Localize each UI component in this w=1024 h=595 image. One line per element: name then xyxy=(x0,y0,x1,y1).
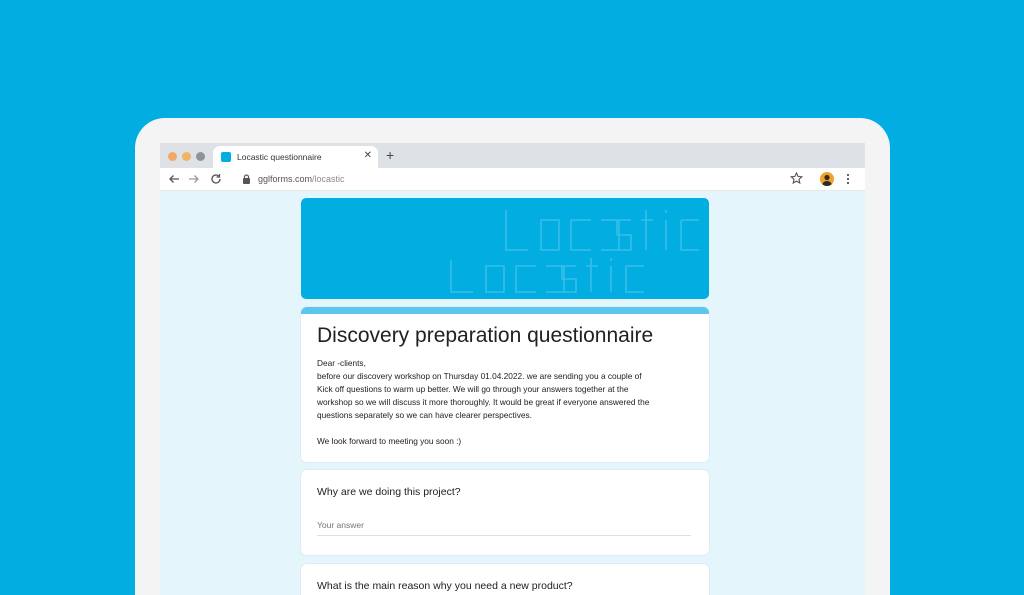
reload-icon[interactable] xyxy=(210,173,222,185)
form-title: Discovery preparation questionnaire xyxy=(317,324,654,347)
lock-icon xyxy=(242,174,251,184)
paragraph-gap xyxy=(317,422,695,435)
form-description xyxy=(317,357,695,448)
description-line: questions separately so we can have clearer perspectives. xyxy=(317,410,532,420)
close-window-button[interactable] xyxy=(168,152,177,161)
form-header-banner xyxy=(301,198,709,299)
back-arrow-icon[interactable] xyxy=(168,173,180,185)
close-tab-icon[interactable]: ✕ xyxy=(363,150,372,161)
description-line: workshop so we will discuss it more thoroughly. It would be great if everyone answered the xyxy=(317,397,650,407)
question-title: Why are we doing this project? xyxy=(317,486,461,498)
description-line: Kick off questions to warm up better. We will go through your answers together at the xyxy=(317,384,629,394)
favicon-icon xyxy=(221,152,231,162)
tab-bar xyxy=(160,143,865,168)
bookmark-star-icon[interactable] xyxy=(790,172,803,185)
avatar[interactable] xyxy=(820,172,834,186)
form-intro-card xyxy=(301,307,709,462)
more-menu-icon[interactable] xyxy=(846,173,850,185)
question-card xyxy=(301,564,709,595)
question-title: What is the main reason why you need a new product? xyxy=(317,580,573,592)
tab-title: Locastic questionnaire xyxy=(237,152,322,162)
forward-arrow-icon[interactable] xyxy=(188,173,200,185)
description-line: Dear -clients, xyxy=(317,358,366,368)
address-bar[interactable] xyxy=(258,174,345,184)
minimize-window-button[interactable] xyxy=(182,152,191,161)
avatar-person-icon xyxy=(820,172,834,186)
banner-logo-watermark xyxy=(301,198,709,299)
browser-window xyxy=(160,143,865,595)
url-path: /locastic xyxy=(312,174,345,184)
question-card xyxy=(301,470,709,555)
url-host: gglforms.com xyxy=(258,174,313,184)
answer-input[interactable]: Your answer xyxy=(317,520,691,536)
description-closing: We look forward to meeting you soon :) xyxy=(317,436,462,446)
browser-toolbar xyxy=(160,168,865,191)
description-line: before our discovery workshop on Thursday 01.04.2022. we are sending you a couple of xyxy=(317,371,642,381)
tab-locastic-questionnaire[interactable] xyxy=(213,146,378,168)
new-tab-button[interactable]: + xyxy=(386,147,395,163)
maximize-window-button[interactable] xyxy=(196,152,205,161)
